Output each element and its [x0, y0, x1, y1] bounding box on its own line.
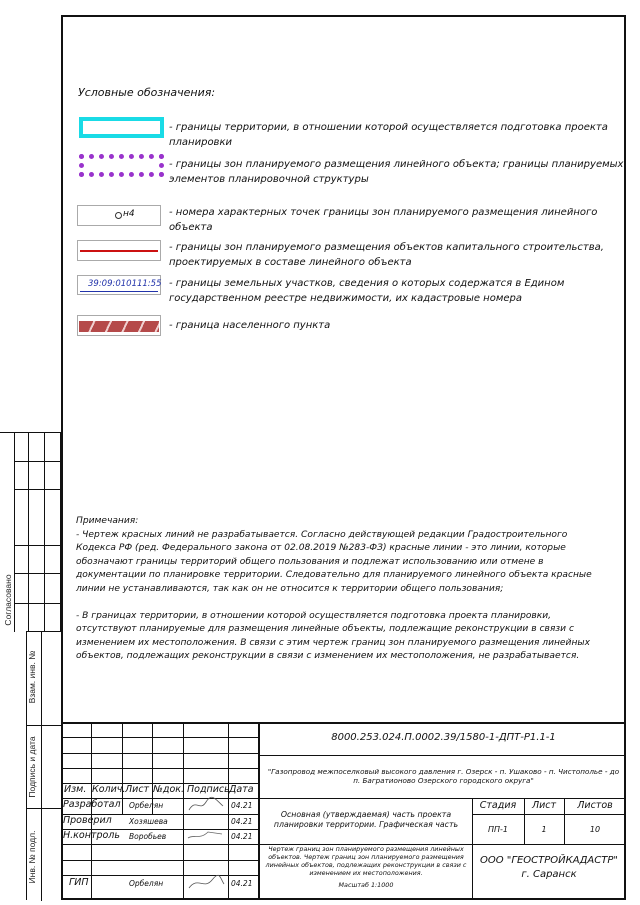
legend-item-capital: [77, 239, 627, 273]
role-developer: Разработал: [63, 799, 121, 810]
header-ndok: №док.: [153, 784, 185, 795]
sheets-value: 10: [589, 825, 601, 834]
legend-item-points: [77, 204, 627, 238]
name-norm-control: Воробьев: [129, 832, 167, 841]
city: г. Саранск: [521, 869, 577, 880]
point-label: н4: [123, 209, 135, 219]
name-developer: Орбелян: [129, 801, 164, 810]
drawing-name: Чертеж границ зон планируемого размещения линейных объектов. Чертеж границ зон планируемого размещения линейных объектов, подлежащих реконструкции в связи с изменением их местоположения.: [265, 845, 467, 877]
cyan-rectangle-icon: [79, 117, 164, 138]
name-checker: Хозяшева: [129, 817, 168, 826]
scale: Масштаб 1:1000: [338, 881, 394, 889]
sheets-label: Листов: [577, 800, 613, 811]
hatched-band-icon: [77, 315, 161, 336]
red-line-icon: [77, 240, 161, 261]
role-checker: Проверил: [63, 815, 112, 826]
legend-text: - границы зон планируемого размещения линейного объекта; границы планируемых элементов планировочной структуры: [169, 159, 624, 185]
legend-text: - границы территории, в отношении которой осуществляется подготовка проекта планировки: [169, 122, 608, 148]
cadastral-number-icon: [77, 275, 161, 295]
date-developer: 04.21: [231, 801, 253, 810]
replace-inv-label: Взам. инв. №: [27, 650, 37, 704]
notes-paragraph-1: - Чертеж красных линий не разрабатывается. Согласно действующей редакции Градостроительного Кодекса РФ (ред. Федерального закона от 02.08.2019 №283-ФЗ) красные линии - это линии, которые обозначают границы территорий общего пользования и подлежат использованию или отмене в документации по планировке территории. Следовательно для планируемого линейного объекта красные линии не устанавливаются, так как он не относится к территории общего пользования;: [76, 529, 592, 594]
name-gip: Орбелян: [129, 879, 164, 888]
legend-text: - границы зон планируемого размещения объектов капитального строительства, проектируемых в составе линейного объекта: [169, 242, 604, 268]
header-list: Лист: [125, 784, 150, 795]
cadastral-number: 39:09:010111:55: [88, 279, 162, 289]
date-gip: 04.21: [231, 879, 253, 888]
sheet-label: Лист: [531, 800, 557, 811]
role-gip: ГИП: [69, 877, 89, 888]
document-code: 8000.253.024.П.0002.39/1580-1-ДПТ-Р1.1-1: [331, 732, 556, 743]
legend-text: - границы земельных участков, сведения о которых содержатся в Едином государственном реестре недвижимости, их кадастровые номера: [169, 278, 565, 304]
notes: [76, 515, 606, 664]
organization: ООО "ГЕОСТРОЙКАДАСТР": [480, 855, 618, 866]
purple-dotted-rectangle-icon: [79, 154, 164, 177]
signature-scribble: [186, 796, 226, 814]
signature-scribble: [186, 826, 226, 844]
legend-item-settlement: [77, 315, 627, 337]
legend-text: - граница населенного пункта: [169, 320, 331, 331]
legend-item-territory: [77, 117, 627, 151]
header-data: Дата: [229, 784, 254, 795]
agreed-label: Согласовано: [3, 574, 13, 626]
signature-scribble: [186, 872, 226, 894]
stage-label: Стадия: [479, 800, 517, 811]
legend-item-zone: [77, 154, 627, 188]
legend-text: - номера характерных точек границы зон планируемого размещения линейного объекта: [169, 207, 598, 233]
header-podp: Подпись: [187, 784, 230, 795]
stage-value: ПП-1: [487, 825, 508, 834]
header-izm: Изм.: [64, 784, 87, 795]
original-inv-label: Инв. № подл.: [27, 830, 37, 884]
role-norm-control: Н.контроль: [63, 830, 120, 841]
title-block: [61, 722, 626, 900]
notes-paragraph-2: - В границах территории, в отношении которой осуществляется подготовка проекта планировки, отсутствуют планируемые для размещения линейные объекты, подлежащие реконструкции в связи с изменением их местоположения. В связи с этим чертеж границ зон планируемого размещения линейных объектов, подлежащих реконструкции в связи с изменением их местоположения, не разрабатывается.: [76, 610, 590, 662]
date-checker: 04.21: [231, 817, 253, 826]
legend-title: Условные обозначения:: [78, 86, 216, 99]
section-name: Основная (утверждаемая) часть проекта планировки территории. Графическая часть: [273, 810, 459, 829]
legend-item-parcels: [77, 275, 627, 309]
point-marker-icon: [77, 205, 161, 226]
date-norm-control: 04.21: [231, 832, 253, 841]
header-kol: Колич.: [92, 784, 126, 795]
project-name: "Газопровод межпоселковый высокого давления г. Озерск - п. Ушаково - п. Чистополье - до п. Багратионово Озерского городского округа": [267, 767, 620, 785]
sheet-value: 1: [541, 825, 547, 834]
signature-date-label: Подпись и дата: [27, 736, 37, 798]
notes-title: Примечания:: [76, 516, 139, 526]
